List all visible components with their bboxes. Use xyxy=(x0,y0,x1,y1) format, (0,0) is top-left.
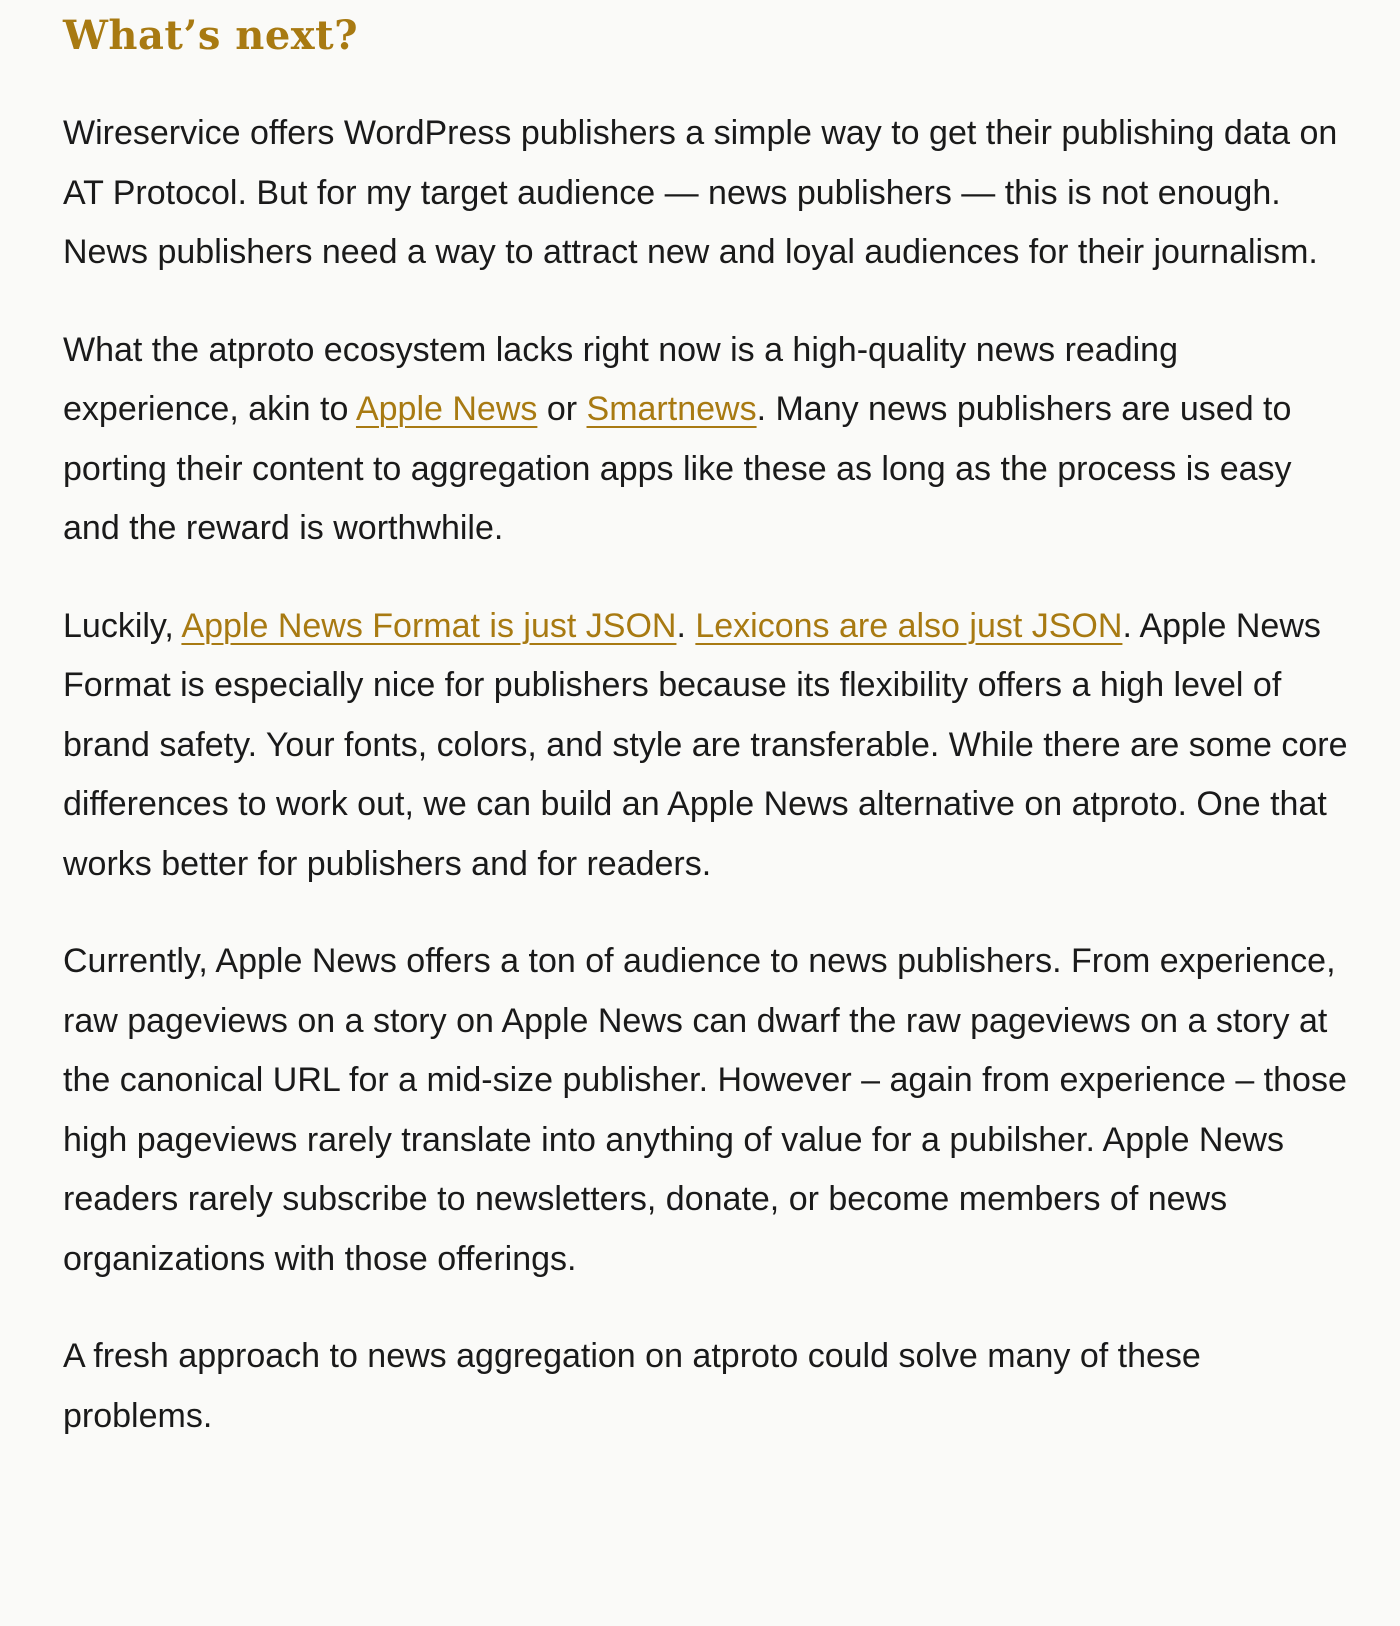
paragraph-3-text-2: . xyxy=(676,606,696,645)
paragraph-3-text-1: Luckily, xyxy=(63,606,182,645)
paragraph-2-text-3: . Many news publishers are used to porting their content to aggregation apps like these as long as the process is easy and the reward is worthwhile. xyxy=(63,390,1292,547)
paragraph-2-text-1: What the atproto ecosystem lacks right now is a high-quality news reading experience, akin to xyxy=(63,330,1178,428)
apple-news-link[interactable]: Apple News xyxy=(355,390,538,428)
section-heading: What’s next? xyxy=(63,12,359,59)
paragraph-4: Currently, Apple News offers a ton of audience to news publishers. From experience, raw pageviews on a story on Apple News can dwarf the raw pageviews on a story at the canonical URL for a mid-size publisher. However – again from experience – those high pageviews rarely translate into anything of value for a pubilsher. Apple News readers rarely subscribe to newsletters, donate, or become members of news organizations with those offerings. xyxy=(63,942,1347,1278)
paragraph-2-text-2: or xyxy=(537,390,587,428)
paragraph-3-text-3: . Apple News Format is especially nice for publishers because its flexibility offers a high level of brand safety. Your fonts, colors, and style are transferable. While there are some core differences to work out, we can build an Apple News alternative on atproto. One that works better for publishers and for readers. xyxy=(63,606,1348,883)
paragraph-3 xyxy=(63,597,1353,895)
lexicons-link[interactable]: Lexicons are also just JSON xyxy=(695,606,1123,645)
paragraph-1: Wireservice offers WordPress publishers a simple way to get their publishing data on AT Protocol. But for my target audience — news publishers — this is not enough. News publishers need a way to attract new and loyal audiences for their journalism. xyxy=(63,114,1338,271)
paragraph-5: A fresh approach to news aggregation on atproto could solve many of these problems. xyxy=(63,1337,1201,1435)
article-body xyxy=(63,0,1353,1484)
apple-news-format-link[interactable]: Apple News Format is just JSON xyxy=(181,606,677,645)
smartnews-link[interactable]: Smartnews xyxy=(586,390,757,428)
paragraph-2 xyxy=(63,321,1353,559)
